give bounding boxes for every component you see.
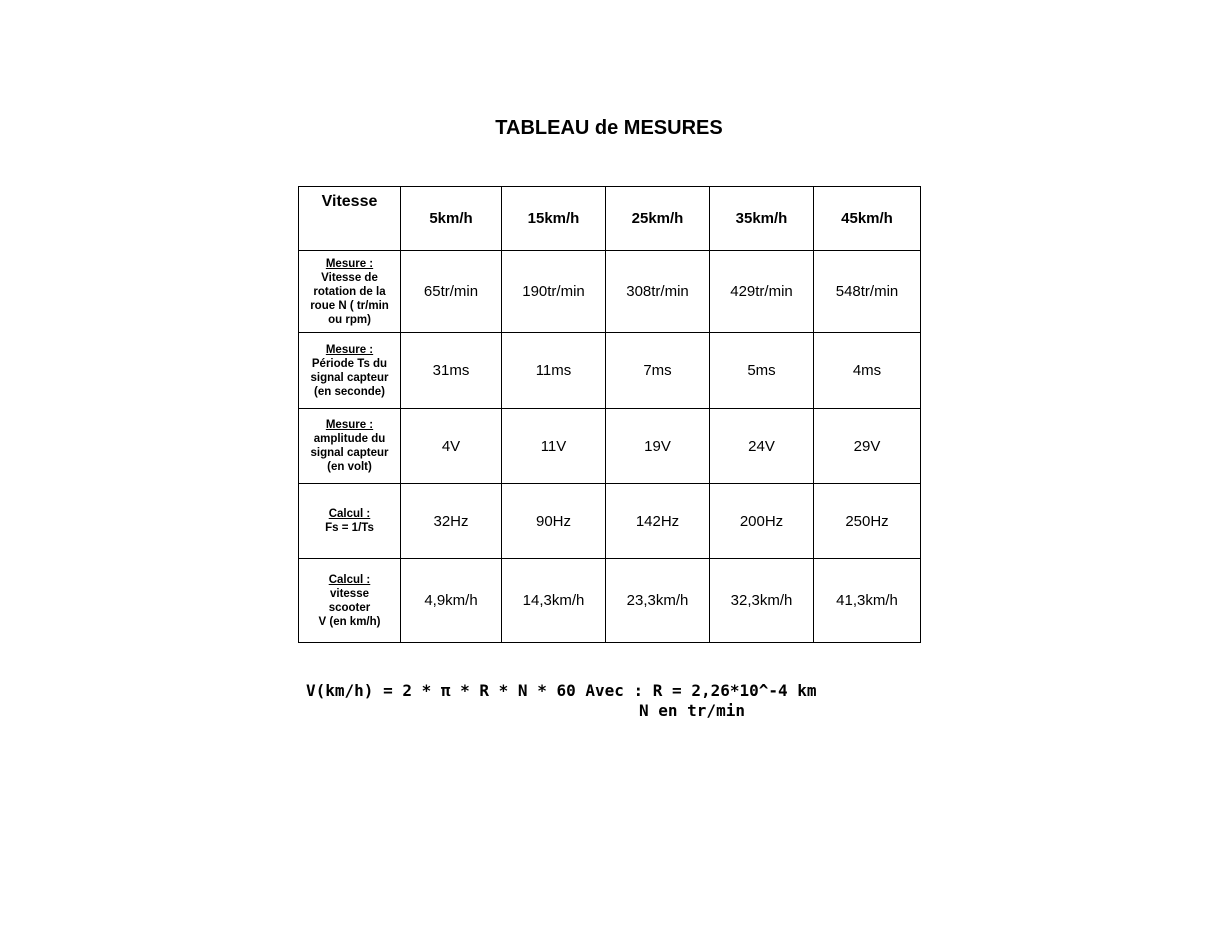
row-label — [299, 484, 401, 559]
table-cell: 548tr/min — [814, 251, 921, 333]
page-title: TABLEAU de MESURES — [495, 117, 723, 139]
table-cell: 24V — [710, 409, 814, 484]
table-cell: 23,3km/h — [606, 559, 710, 643]
table-cell: 190tr/min — [502, 251, 606, 333]
measurements-table — [298, 186, 921, 643]
table-cell: 142Hz — [606, 484, 710, 559]
table-cell: 11ms — [502, 333, 606, 409]
row-kind: Calcul : — [328, 508, 371, 520]
column-header: 45km/h — [814, 187, 921, 251]
column-header: 35km/h — [710, 187, 814, 251]
table-cell: 11V — [502, 409, 606, 484]
table-row — [299, 251, 921, 333]
table-cell: 7ms — [606, 333, 710, 409]
row-description: Fs = 1/Ts — [325, 522, 374, 534]
row-description: amplitude du signal capteur (en volt) — [310, 433, 389, 473]
table-cell: 29V — [814, 409, 921, 484]
table-row — [299, 333, 921, 409]
table-cell: 250Hz — [814, 484, 921, 559]
table-cell: 308tr/min — [606, 251, 710, 333]
row-label — [299, 251, 401, 333]
row-kind: Calcul : — [328, 573, 371, 586]
table-row — [299, 484, 921, 559]
row-kind: Mesure : — [325, 343, 374, 356]
table-cell: 200Hz — [710, 484, 814, 559]
table-header-row — [299, 187, 921, 251]
formula-line-1: V(km/h) = 2 * π * R * N * 60 Avec : R = 2,26*10^-4 km — [306, 681, 817, 700]
table-row — [299, 559, 921, 643]
speed-formula — [306, 681, 817, 721]
row-description: Période Ts du signal capteur (en seconde) — [310, 357, 389, 398]
row-label — [299, 559, 401, 643]
table-cell: 32,3km/h — [710, 559, 814, 643]
column-header: 5km/h — [401, 187, 502, 251]
table-cell: 4V — [401, 409, 502, 484]
table-cell: 4ms — [814, 333, 921, 409]
column-header: 25km/h — [606, 187, 710, 251]
table-cell: 65tr/min — [401, 251, 502, 333]
row-description: Vitesse de rotation de la roue N ( tr/min ou rpm) — [310, 271, 389, 326]
table-cell: 5ms — [710, 333, 814, 409]
table-cell: 14,3km/h — [502, 559, 606, 643]
table-row — [299, 409, 921, 484]
table-cell: 41,3km/h — [814, 559, 921, 643]
table-cell: 4,9km/h — [401, 559, 502, 643]
corner-header: Vitesse — [299, 187, 401, 251]
row-kind: Mesure : — [325, 419, 374, 431]
table-cell: 90Hz — [502, 484, 606, 559]
row-label — [299, 333, 401, 409]
table-cell: 31ms — [401, 333, 502, 409]
formula-line-2: N en tr/min — [639, 701, 745, 720]
table-cell: 32Hz — [401, 484, 502, 559]
row-kind: Mesure : — [325, 257, 374, 270]
row-description: vitesse scooter V (en km/h) — [318, 587, 381, 628]
row-label — [299, 409, 401, 484]
table-cell: 19V — [606, 409, 710, 484]
column-header: 15km/h — [502, 187, 606, 251]
table-cell: 429tr/min — [710, 251, 814, 333]
